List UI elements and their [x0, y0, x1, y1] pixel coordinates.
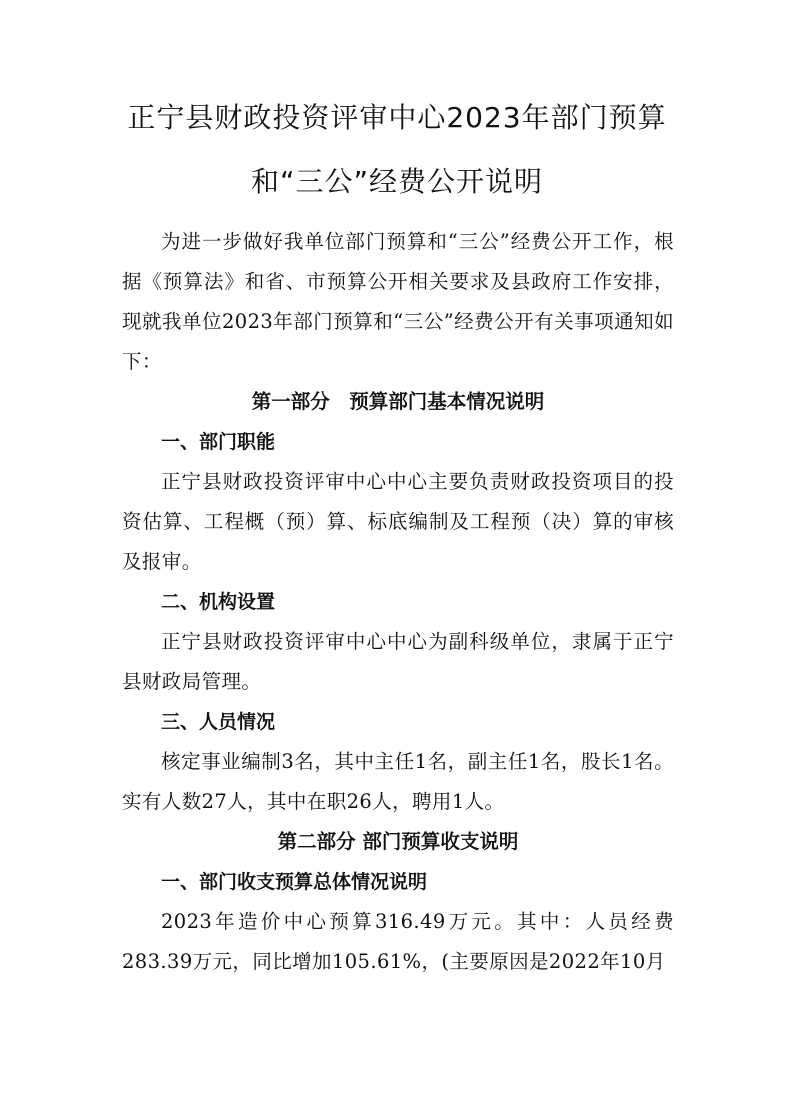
functions-paragraph: 正宁县财政投资评审中心中心主要负责财政投资项目的投资估算、工程概（预）算、标底编制及工程预（决）算的审核及报审。: [122, 470, 674, 573]
budget-overview-paragraph: 2023年造价中心预算316.49万元。其中：人员经费283.39万元，同比增加105.61%，(主要原因是2022年10月: [122, 910, 674, 973]
section-heading-functions: 一、部门职能: [161, 431, 276, 453]
staff-paragraph: 核定事业编制3名，其中主任1名，副主任1名，股长1名。实有人数27人，其中在职26人，聘用1人。: [122, 750, 674, 813]
part2-heading: 第二部分 部门预算收支说明: [277, 830, 519, 853]
page-title-line-1: 正宁县财政投资评审中心2023年部门预算: [127, 101, 667, 134]
section-heading-organization: 二、机构设置: [161, 591, 276, 613]
section-heading-budget-overview: 一、部门收支预算总体情况说明: [161, 871, 428, 893]
intro-paragraph: 为进一步做好我单位部门预算和“三公”经费公开工作，根据《预算法》和省、市预算公开相关要求及县政府工作安排，现就我单位2023年部门预算和“三公”经费公开有关事项通知如下：: [122, 230, 674, 373]
section-heading-staff: 三、人员情况: [161, 711, 276, 733]
organization-paragraph: 正宁县财政投资评审中心中心为副科级单位，隶属于正宁县财政局管理。: [122, 630, 674, 693]
document-body: [122, 222, 674, 982]
page-title-line-2: 和“三公”经费公开说明: [250, 165, 543, 198]
part1-heading: 第一部分 预算部门基本情况说明: [251, 390, 545, 413]
